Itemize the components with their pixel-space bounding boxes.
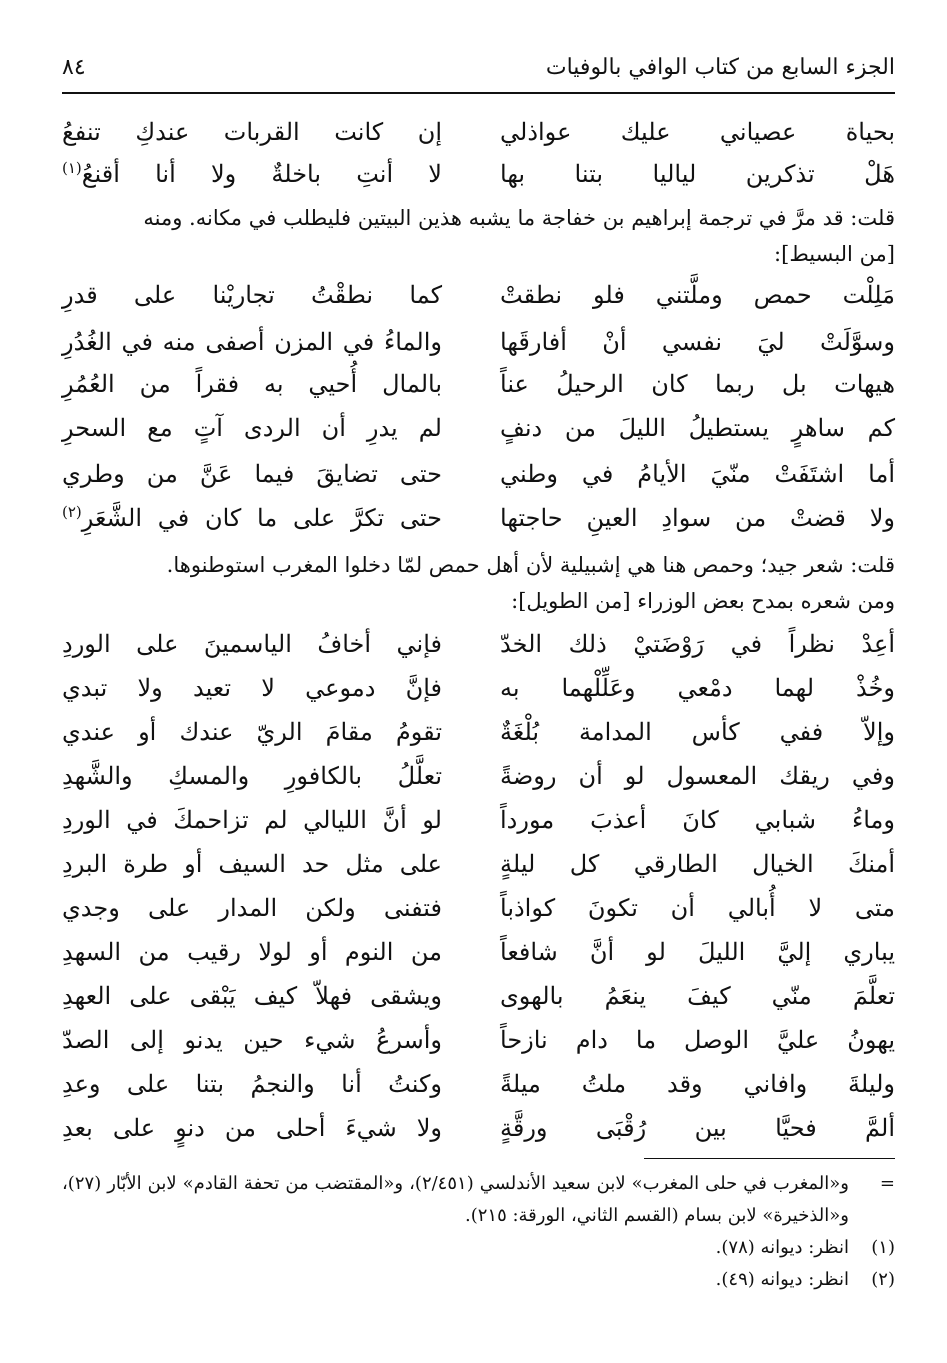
verse-second-hemistich: تعلَّلُ بالكافورِ والمسكِ والشَّهدِ bbox=[62, 762, 442, 790]
header-rule bbox=[62, 92, 895, 94]
verse-second-hemistich: على مثل حد السيف أو طرة البردِ bbox=[62, 850, 442, 878]
verse-second-hemistich: حتى تضايقَ فيما عَنَّ من وطري bbox=[62, 460, 442, 488]
verse-first-hemistich: أمنكَ الخيال الطارقي كل ليلةٍ bbox=[500, 850, 895, 878]
verse-second-hemistich: ويشقى فهلاّ كيف يَبْقى على العهدِ bbox=[62, 982, 442, 1010]
footnote-mark: (١) bbox=[871, 1237, 895, 1258]
running-title: الجزء السابع من كتاب الوافي بالوفيات bbox=[545, 54, 895, 80]
verse-first-hemistich: وسوَّلَتْ ليَ نفسي أنْ أفارقَها bbox=[500, 328, 895, 356]
verse-first-hemistich: أعِدْ نظراً في رَوْضَتيْ ذلك الخدّ bbox=[500, 630, 895, 658]
verse-second-hemistich: فإنَّ دموعي لا تعيد ولا تبدي bbox=[62, 674, 442, 702]
verse bbox=[62, 1106, 895, 1150]
verse bbox=[62, 152, 895, 196]
verse-second-hemistich: فإني أخافُ الياسمينَ على الوردِ bbox=[62, 630, 442, 658]
verse-second-hemistich: والماءُ في المزن أصفى منه في الغُدُرِ bbox=[62, 328, 442, 356]
prose-paragraph bbox=[62, 547, 895, 619]
footnote bbox=[62, 1232, 895, 1264]
verse bbox=[62, 886, 895, 930]
verse bbox=[62, 452, 895, 496]
verse bbox=[62, 754, 895, 798]
prose-line: [من البسيط]: bbox=[774, 242, 895, 266]
prose-line: ومن شعره بمدح بعض الوزراء [من الطويل]: bbox=[511, 589, 895, 613]
footnote-mark: = bbox=[879, 1173, 895, 1194]
verse-second-hemistich: بالمال أُحيي به فقراً من العُمُرِ bbox=[62, 370, 442, 398]
verse-first-hemistich: كم ساهرٍ يستطيلُ الليلَ من دنفٍ bbox=[500, 414, 895, 442]
footnote-text: انظر: ديوانه (٤٩). bbox=[715, 1269, 849, 1290]
footnote bbox=[62, 1168, 895, 1232]
verse-first-hemistich: تعلَّمَ منّي كيفَ ينعَمُ بالهوى bbox=[500, 982, 895, 1010]
verse-first-hemistich: متى لا أُبالي أن تكونَ كواذباً bbox=[500, 894, 895, 922]
verse-second-hemistich: لا أنتِ باخلةٌ ولا أنا أقنعُ$^{(١)}$ bbox=[62, 159, 442, 188]
footnote-ref: (٢) bbox=[62, 503, 82, 521]
verse-second-hemistich: تقومُ مقامَ الريّ عندك أو عندي bbox=[62, 718, 442, 746]
verse bbox=[62, 320, 895, 364]
prose-line: قلت: شعر جيد؛ وحمص هنا هي إشبيلية لأن أهل حمص لمّا دخلوا المغرب استوطنوها. bbox=[166, 553, 895, 577]
verse bbox=[62, 406, 895, 450]
footnote-text: و«المغرب في حلى المغرب» لابن سعيد الأندلسي (٢/٤٥١)، و«المقتضب من تحفة القادم» لابن الأبّار (٢٧)، و«الذخيرة» لابن بسام (القسم الثاني، الورقة: ٢١٥). bbox=[62, 1173, 849, 1226]
verse bbox=[62, 710, 895, 754]
verse-first-hemistich: هَلْ تذكرين لياليا بتنا بها bbox=[500, 160, 895, 188]
verse-second-hemistich: لم يدرِ أن الردى آتٍ مع السحرِ bbox=[62, 414, 442, 442]
verse bbox=[62, 930, 895, 974]
verse-second-hemistich: حتى تكرَّ على ما كان في الشَّعَرِ$^{(٢)}$ bbox=[62, 503, 442, 532]
verse-first-hemistich: يباري إليَّ الليلَ لو أنَّ شافعاً bbox=[500, 938, 895, 966]
footnotes bbox=[62, 1168, 895, 1296]
verse bbox=[62, 496, 895, 540]
verse bbox=[62, 798, 895, 842]
verse-second-hemistich: وأسرعُ شيء حين يدنو إلى الصدّ bbox=[62, 1026, 442, 1054]
footnote bbox=[62, 1264, 895, 1296]
verse-first-hemistich: يهونُ عليَّ الوصل ما دام نازحاً bbox=[500, 1026, 895, 1054]
verse bbox=[62, 974, 895, 1018]
footnote-text: انظر: ديوانه (٧٨). bbox=[715, 1237, 849, 1258]
verse-first-hemistich: مَلِلْت حمص وملَّتني فلو نطقتْ bbox=[500, 281, 895, 309]
verse bbox=[62, 1062, 895, 1106]
footnote-rule bbox=[644, 1158, 895, 1159]
verse-first-hemistich: وإلاّ ففي كأس المدامة بُلْغَةٌ bbox=[500, 718, 895, 746]
verse-second-hemistich: كما نطقْتُ تجاريْنا على قدرِ bbox=[62, 281, 442, 309]
footnote-mark: (٢) bbox=[871, 1269, 895, 1290]
footnote-ref: (١) bbox=[62, 159, 82, 177]
verse-second-hemistich: من النوم أو لولا رقيب من السهدِ bbox=[62, 938, 442, 966]
verse-first-hemistich: ألمَّ فحيَّا بين رُقْبَى ورقَّةٍ bbox=[500, 1114, 895, 1142]
prose-line: قلت: قد مرَّ في ترجمة إبراهيم بن خفاجة ما يشبه هذين البيتين فليطلب في مكانه. ومنه bbox=[143, 206, 895, 230]
verse bbox=[62, 842, 895, 886]
verse-first-hemistich: بحياة عصياني عليك عواذلي bbox=[500, 118, 895, 146]
verse-first-hemistich: وماءُ شبابي كانَ أعذبَ مورداً bbox=[500, 806, 895, 834]
verse-first-hemistich: وليلةَ وافاني وقد ملتُ ميلةً bbox=[500, 1070, 895, 1098]
verse bbox=[62, 622, 895, 666]
verse-second-hemistich: فتفنى ولكن المدار على وجدي bbox=[62, 894, 442, 922]
verse bbox=[62, 362, 895, 406]
verse-first-hemistich: ولا قضتْ من سوادِ العينِ حاجتها bbox=[500, 504, 895, 532]
verse-first-hemistich: وفي ريقك المعسول لو أن روضةً bbox=[500, 762, 895, 790]
verse-second-hemistich: ولا شيءَ أحلى من دنوٍ على بعدِ bbox=[62, 1114, 442, 1142]
verse-second-hemistich: لو أنَّ الليالي لم تزاحمكَ في الوردِ bbox=[62, 806, 442, 834]
verse bbox=[62, 666, 895, 710]
verse-second-hemistich: وكنتُ أنا والنجمُ بتنا على وعدِ bbox=[62, 1070, 442, 1098]
verse bbox=[62, 273, 895, 317]
verse-second-hemistich: إن كانت القربات عندكِ تنفعُ bbox=[62, 118, 442, 146]
verse-first-hemistich: أما اشتَفَتْ منّيَ الأيامُ في وطني bbox=[500, 460, 895, 488]
page-number: ٨٤ bbox=[62, 54, 86, 80]
verse bbox=[62, 110, 895, 154]
verse-first-hemistich: وخُذْ لهما دمْعي وعَلِّلْهما به bbox=[500, 674, 895, 702]
verse bbox=[62, 1018, 895, 1062]
verse-first-hemistich: هيهات بل ربما كان الرحيلُ عناً bbox=[500, 370, 895, 398]
prose-paragraph bbox=[62, 200, 895, 272]
page-header bbox=[62, 44, 895, 90]
